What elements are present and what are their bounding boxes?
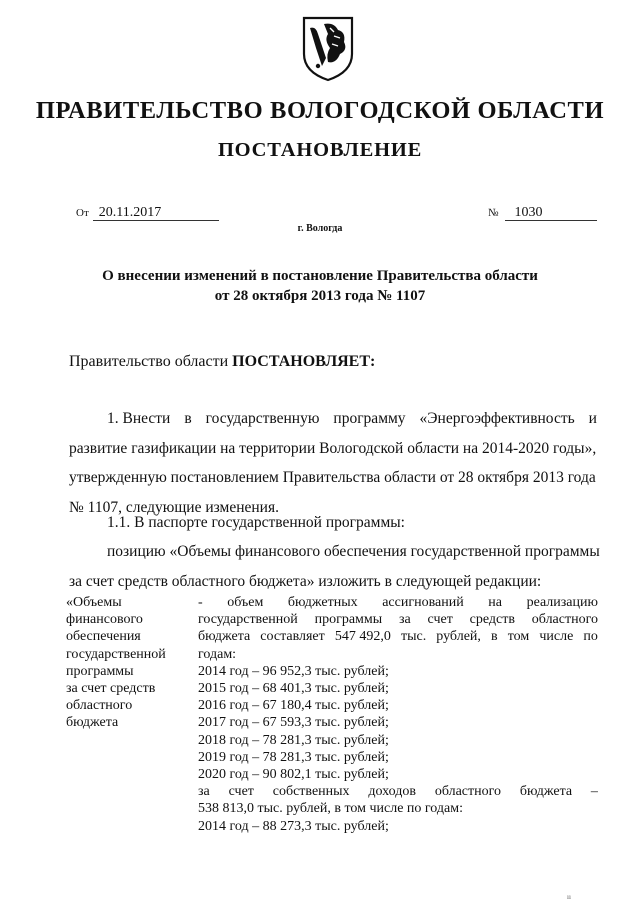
paragraph-1-line-3: утвержденную постановлением Правительства области от 28 октября 2013 года	[69, 469, 596, 486]
table-value-line-2	[198, 611, 598, 628]
number-value: 1030	[505, 205, 597, 221]
paragraph-1-line-1	[69, 404, 597, 434]
document-date	[76, 204, 219, 221]
table-label-line: программы	[66, 663, 134, 679]
word: за	[198, 784, 210, 800]
table-value-line-4: годам:	[198, 646, 237, 662]
word: счет	[427, 612, 453, 628]
word: государственной	[198, 612, 298, 628]
table-value-line-1	[198, 594, 598, 611]
paragraph-1-line-2: развитие газификации на территории Вологодской области на 2014-2020 годы»,	[69, 439, 597, 457]
document-subject	[0, 266, 640, 306]
year-amount-line: 2019 год – 78 281,3 тыс. рублей;	[198, 749, 389, 765]
year-amount-line: 2014 год – 96 952,3 тыс. рублей;	[198, 663, 389, 679]
document-type-title: ПОСТАНОВЛЕНИЕ	[217, 139, 423, 161]
word: рублей,	[436, 629, 481, 645]
word: государственную	[205, 410, 320, 427]
table-label-line: «Объемы	[66, 595, 122, 610]
government-title: ПРАВИТЕЛЬСТВО ВОЛОГОДСКОЙ ОБЛАСТИ	[35, 97, 605, 124]
word: в	[184, 410, 192, 427]
document-number	[488, 204, 597, 221]
word: бюджета	[198, 629, 251, 645]
word: том	[507, 629, 530, 645]
paragraph-2	[69, 508, 597, 538]
year-amount-line: 2015 год – 68 401,3 тыс. рублей;	[198, 681, 389, 697]
word: программу	[333, 410, 406, 427]
table-label-line: обеспечения	[66, 629, 141, 645]
table-label-column	[66, 594, 186, 732]
word: областного	[531, 612, 598, 628]
word: реализацию	[526, 595, 598, 610]
resolve-statement	[69, 353, 375, 371]
number-prefix: №	[488, 207, 499, 219]
date-prefix: От	[76, 207, 89, 219]
paragraph-1-line-4: № 1107, следующие изменения.	[69, 498, 279, 516]
year-amount-line: 2017 год – 67 593,3 тыс. рублей;	[198, 715, 389, 731]
year-amount-line: 2016 год – 67 180,4 тыс. рублей;	[198, 698, 389, 714]
word: бюджета	[519, 784, 573, 800]
word: тыс.	[400, 629, 427, 645]
city-label: г. Вологда	[297, 223, 343, 234]
word: средств	[469, 612, 515, 628]
paragraph-3-line-1: позицию «Объемы финансового обеспечения государственной программы	[107, 543, 600, 560]
table-value-line-3	[198, 628, 598, 645]
own-revenue-year-line: 2014 год – 88 273,3 тыс. рублей;	[198, 818, 389, 834]
word: объем	[227, 595, 264, 610]
resolve-text: Правительство области	[69, 353, 233, 370]
year-amount-line: 2020 год – 90 802,1 тыс. рублей;	[198, 767, 389, 783]
table-label-line: государственной	[66, 646, 166, 662]
table-label-line: бюджета	[66, 715, 119, 731]
word: составляет	[260, 629, 325, 645]
paragraph-2-line: 1.1. В паспорте государственной программы:	[107, 514, 405, 531]
word: на	[488, 595, 502, 610]
own-revenue-line-2: 538 813,0 тыс. рублей, в том числе по годам:	[198, 801, 463, 817]
word: за	[398, 612, 411, 628]
paragraph-3	[69, 537, 600, 596]
subject-line-1: О внесении изменений в постановление Правительства области	[102, 268, 538, 284]
word: счет	[228, 784, 254, 800]
word: 1. Внести	[107, 410, 171, 427]
page-corner-mark: ıı	[567, 893, 571, 901]
word: собственных	[272, 784, 350, 800]
word: ассигнований	[382, 595, 464, 610]
subject-line-2: от 28 октября 2013 года № 1107	[214, 288, 426, 304]
table-label-line: областного	[66, 698, 133, 714]
own-revenue-line-1	[198, 783, 598, 800]
word: и	[588, 410, 597, 427]
paragraph-3-line-2: за счет средств областного бюджета» изложить в следующей редакции:	[69, 572, 542, 590]
resolve-keyword: ПОСТАНОВЛЯЕТ:	[232, 353, 376, 370]
word: программы	[314, 612, 383, 628]
word: по	[583, 629, 598, 645]
year-amount-line: 2018 год – 78 281,3 тыс. рублей;	[198, 732, 389, 748]
paragraph-1	[69, 404, 597, 522]
table-label-line: финансового	[66, 612, 143, 628]
table-value-column	[198, 594, 598, 835]
table-label-line: за счет средств	[66, 681, 156, 697]
word: –	[590, 784, 598, 800]
word: областного	[434, 784, 502, 800]
word: 547 492,0	[334, 629, 391, 645]
word: доходов	[368, 784, 416, 800]
word: в	[491, 629, 498, 645]
word: числе	[539, 629, 574, 645]
date-value: 20.11.2017	[93, 205, 219, 221]
coat-of-arms-emblem	[300, 14, 356, 82]
word: бюджетных	[287, 595, 358, 610]
word: «Энергоэффективность	[419, 410, 575, 427]
word: -	[198, 595, 203, 610]
